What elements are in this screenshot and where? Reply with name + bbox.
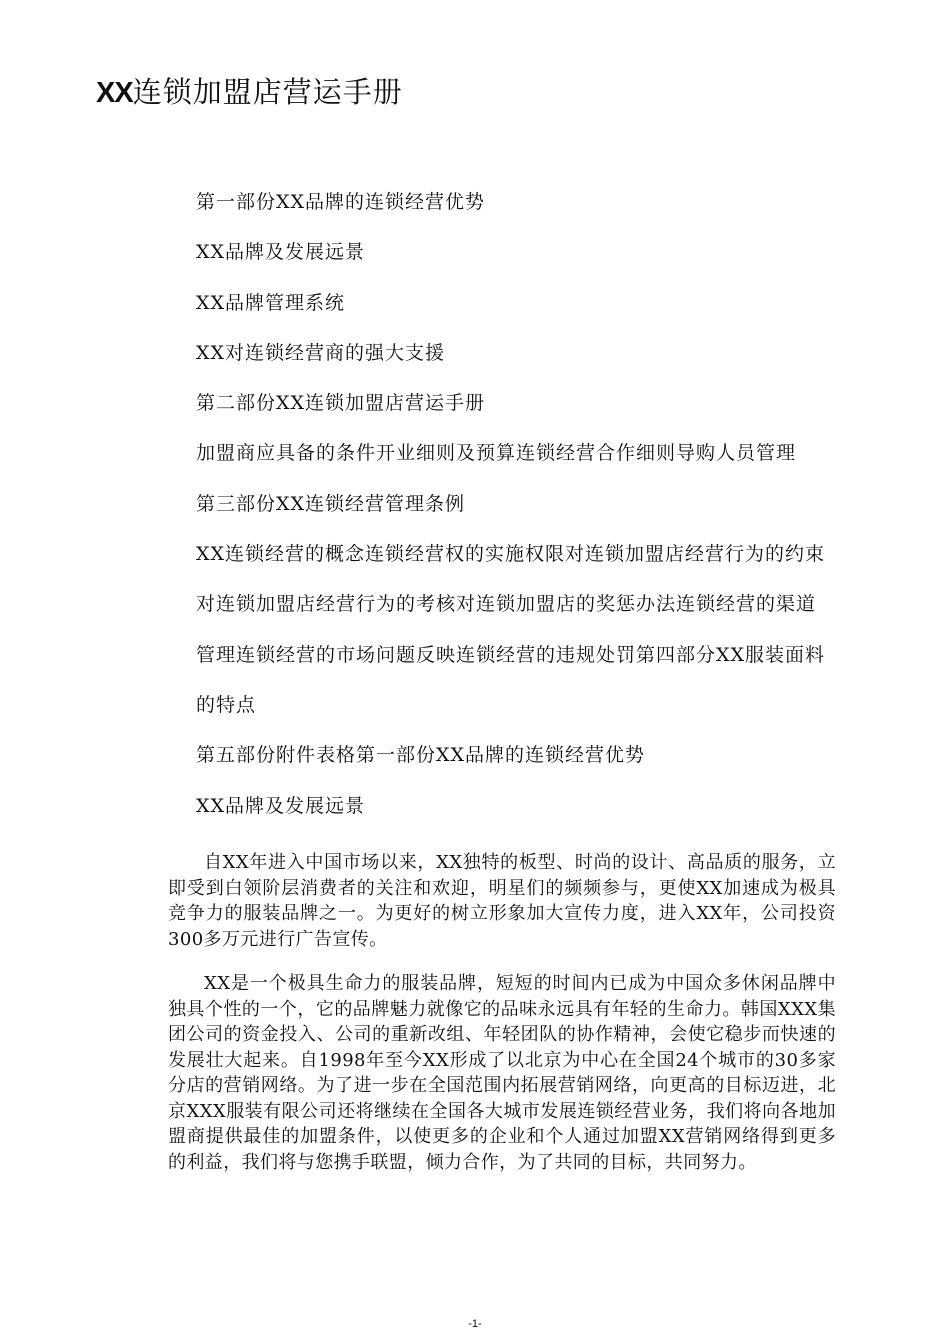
body-paragraph: XX是一个极具生命力的服装品牌，短短的时间内已成为中国众多休闲品牌中独具个性的一个，它的品牌魅力就像它的品味永远具有年轻的生命力。韩国XXX集团公司的资金投入、公司的重新改组、年轻团队的协作精神，会使它稳步而快速的发展壮大起来。自1998年至今XX形成了以北京为中心在全国24个城市的30多家分店的营销网络。为了进一步在全国范围内拓展营销网络，向更高的目标迈进，北京XXX服装有限公司还将继续在全国各大城市发展连锁经营业务，我们将向各地加盟商提供最佳的加盟条件，以使更多的企业和个人通过加盟XX营销网络得到更多的利益，我们将与您携手联盟，倾力合作，为了共同的目标，共同努力。 [168,973,836,1173]
toc-line: XX品牌及发展远景 [196,794,366,817]
body-paragraph: 自XX年进入中国市场以来，XX独特的板型、时尚的设计、高品质的服务，立即受到白领阶层消费者的关注和欢迎，明星们的频频参与，更使XX加速成为极具竞争力的服装品牌之一。为更好的树立形象加大宣传力度，进入XX年，公司投资300多万元进行广告宣传。 [168,852,836,950]
toc-line: XX对连锁经营商的强大支援 [196,341,446,364]
document-title [96,70,403,111]
toc-line: 的特点 [196,693,257,716]
table-of-contents [196,187,825,841]
document-title-prefix: XX [96,77,133,109]
toc-line: 第一部份XX品牌的连锁经营优势 [196,191,486,213]
toc-line: 加盟商应具备的条件开业细则及预算连锁经营合作细则导购人员管理 [196,442,797,465]
document-body [168,850,836,1194]
toc-line: XX品牌及发展远景 [196,241,366,264]
toc-line: XX品牌管理系统 [196,291,346,314]
toc-line: 第二部份XX连锁加盟店营运手册 [196,392,486,415]
toc-line: XX连锁经营的概念连锁经营权的实施权限对连锁加盟店经营行为的约束 [196,543,826,566]
toc-line: 第五部份附件表格第一部份XX品牌的连锁经营优势 [196,744,646,767]
toc-line: 管理连锁经营的市场问题反映连锁经营的违规处罚第四部分XX服装面料 [196,643,826,666]
page-number: -1- [468,1318,482,1330]
document-title-text: 连锁加盟店营运手册 [132,75,403,109]
toc-line: 第三部份XX连锁经营管理条例 [196,492,466,515]
toc-line: 对连锁加盟店经营行为的考核对连锁加盟店的奖惩办法连锁经营的渠道 [196,593,817,616]
